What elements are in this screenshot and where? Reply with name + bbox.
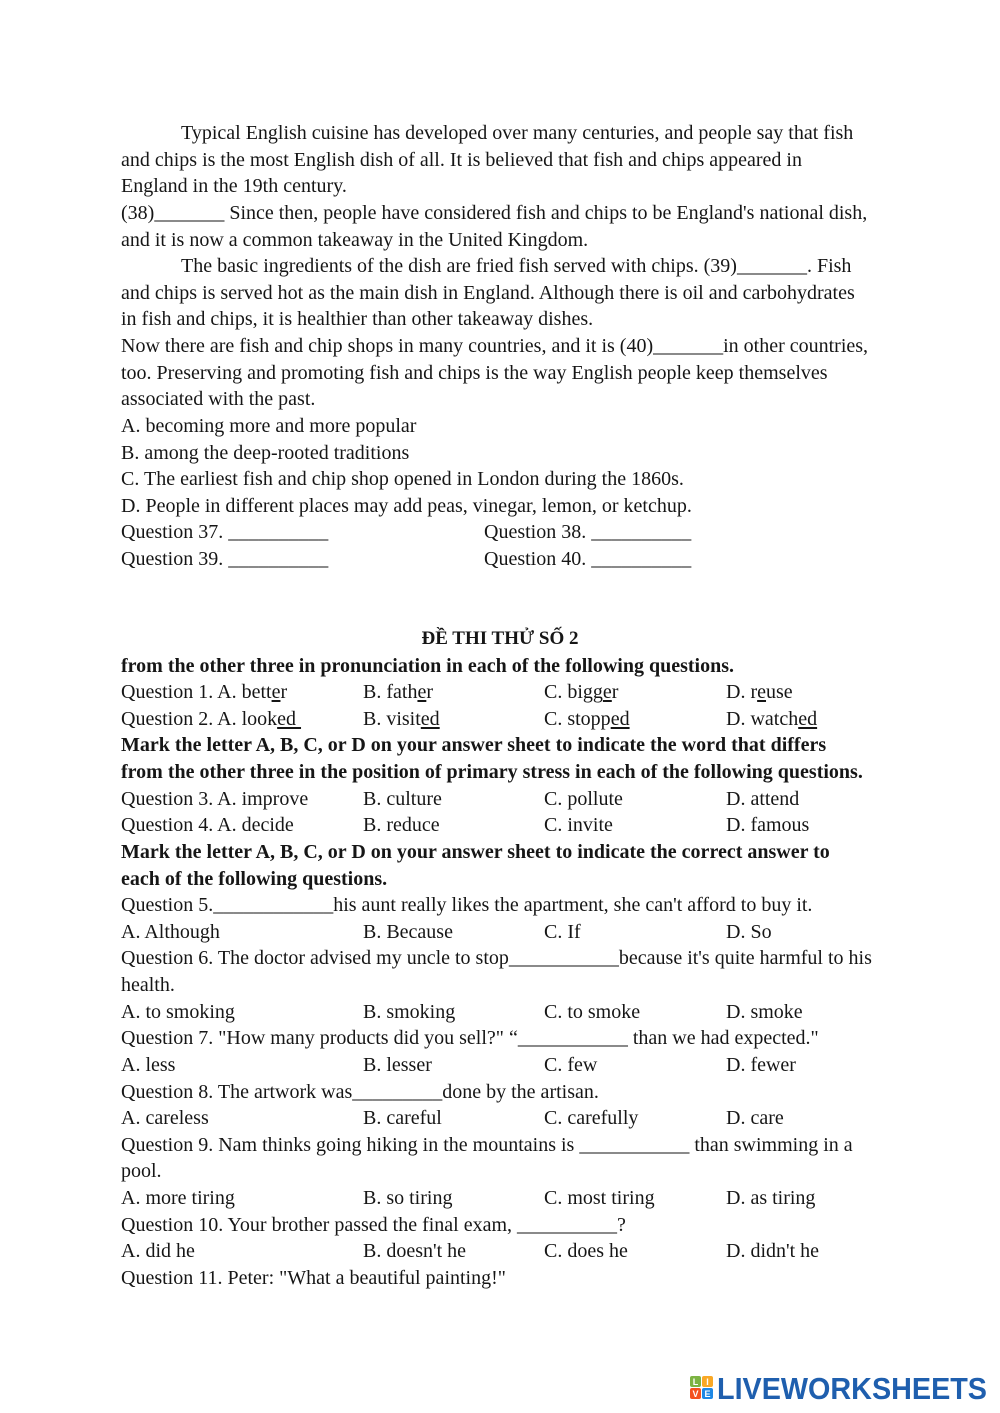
word-part: look <box>241 707 278 730</box>
option-b: B. so tiring <box>363 1187 453 1209</box>
reading-passage <box>121 120 879 573</box>
passage-option: A. becoming more and more popular <box>121 414 417 437</box>
option-d: D. care <box>726 1107 784 1130</box>
underlined-sound: e <box>271 681 281 704</box>
option-d: D. fewer <box>726 1053 796 1076</box>
worksheet-page <box>121 120 879 1292</box>
word-part: stopp <box>567 707 611 730</box>
passage-line: and it is now a common takeaway in the United Kingdom. <box>121 228 589 251</box>
question-stem: Question 11. Peter: "What a beautiful painting!" <box>121 1266 506 1289</box>
underlined-sound: ed <box>277 707 302 730</box>
option-b: B. lesser <box>363 1053 432 1076</box>
underlined-sound: e <box>417 681 427 704</box>
option-b: B. careful <box>363 1107 442 1130</box>
option-letter: B. <box>363 681 387 704</box>
answer-options <box>121 1185 879 1212</box>
logo-icon-letter: L <box>692 1377 699 1387</box>
option-a: A. did he <box>121 1240 195 1263</box>
option-d: D. as tiring <box>726 1187 816 1209</box>
question-row <box>121 679 879 706</box>
option-b: B. reduce <box>363 814 440 837</box>
passage-line: associated with the past. <box>121 388 316 411</box>
question-stem: Question 10. Your brother passed the final exam, __________? <box>121 1213 626 1236</box>
option-a: A. careless <box>121 1107 209 1130</box>
word-part: watch <box>750 707 799 730</box>
option-d: D. didn't he <box>726 1240 820 1263</box>
question-stem: Question 6. The doctor advised my uncle to stop___________because it's quite harmful to his <box>121 947 872 970</box>
question-stem: Question 7. "How many products did you sell?" “___________ than we had expected." <box>121 1027 819 1050</box>
option-b: B. culture <box>363 787 442 810</box>
option-b: B. doesn't he <box>363 1240 467 1263</box>
option-letter: B. <box>363 707 387 730</box>
option-a: A. Although <box>121 920 220 943</box>
underlined-sound: ed <box>610 707 630 730</box>
passage-option: C. The earliest fish and chip shop opened in London during the 1860s. <box>121 468 684 491</box>
option-text: A. decide <box>217 814 294 837</box>
passage-line: Now there are fish and chip shops in many countries, and it is (40)_______in other countries, <box>121 335 869 357</box>
question-stem: pool. <box>121 1160 162 1183</box>
passage-line: and chips is served hot as the main dish in England. Although there is oil and carbohydrates <box>121 281 855 304</box>
option-a <box>121 786 363 813</box>
option-letter: A. <box>217 681 242 704</box>
passage-line: (38)_______ Since then, people have considered fish and chips to be England's national dish, <box>121 201 868 224</box>
option-c: C. most tiring <box>544 1187 655 1209</box>
passage-line: The basic ingredients of the dish are fried fish served with chips. (39)_______. Fish <box>181 255 852 278</box>
option-a: A. less <box>121 1053 176 1076</box>
instruction-line: each of the following questions. <box>121 867 388 890</box>
passage-line: England in the 19th century. <box>121 175 347 198</box>
option-d: D. So <box>726 920 772 943</box>
answer-options <box>121 999 879 1026</box>
question-row <box>121 812 879 839</box>
word-part: bigg <box>567 681 603 704</box>
answer-slot: Question 37. __________ <box>121 521 329 544</box>
logo-icon <box>690 1376 713 1399</box>
answer-row <box>121 519 879 546</box>
underlined-sound: ed <box>798 707 818 730</box>
word-part: bett <box>241 681 272 704</box>
option-b: B. Because <box>363 920 453 943</box>
option-d: D. smoke <box>726 1000 803 1023</box>
word-part: r <box>426 681 433 704</box>
question-stem: Question 8. The artwork was_________done by the artisan. <box>121 1080 599 1103</box>
logo-icon-letter: E <box>704 1389 711 1399</box>
question-label: Question 3. <box>121 787 218 810</box>
option-letter: A. <box>217 707 242 730</box>
answer-slot: Question 39. __________ <box>121 548 329 570</box>
answer-options <box>121 919 879 946</box>
option-text: A. improve <box>217 787 309 810</box>
word-part: use <box>766 681 793 704</box>
question-label: Question 4. <box>121 814 218 837</box>
option-a <box>121 706 363 733</box>
option-letter: D. <box>726 681 751 704</box>
instruction-line: Mark the letter A, B, C, or D on your answer sheet to indicate the correct answer to <box>121 840 830 863</box>
instruction-line: from the other three in the position of primary stress in each of the following questions. <box>121 761 863 783</box>
answer-slot: Question 40. __________ <box>484 548 692 570</box>
answer-slot: Question 38. __________ <box>484 521 692 544</box>
question-stem: Question 5.____________his aunt really likes the apartment, she can't afford to buy it. <box>121 894 813 917</box>
option-b <box>363 706 544 733</box>
option-a: A. more tiring <box>121 1187 235 1209</box>
word-part: r <box>280 681 288 704</box>
option-c: C. to smoke <box>544 1000 641 1023</box>
option-c: C. invite <box>544 814 613 837</box>
option-a <box>121 812 363 839</box>
option-b: B. smoking <box>363 1000 456 1023</box>
option-letter: D. <box>726 707 751 730</box>
passage-line: too. Preserving and promoting fish and chips is the way English people keep themselves <box>121 361 828 384</box>
question-label: Question 1. <box>121 681 218 704</box>
question-stem: health. <box>121 974 175 996</box>
question-row <box>121 786 879 813</box>
option-c: C. If <box>544 920 581 943</box>
instruction-line: Mark the letter A, B, C, or D on your answer sheet to indicate the word that differs <box>121 734 827 757</box>
word-part: r <box>750 681 758 704</box>
underlined-sound: e <box>757 681 767 704</box>
passage-line: Typical English cuisine has developed over many centuries, and people say that fish <box>181 122 854 144</box>
question-stem: Question 9. Nam thinks going hiking in the mountains is ___________ than swimming in a <box>121 1133 853 1156</box>
option-c: C. does he <box>544 1240 628 1263</box>
word-part: visit <box>386 707 421 730</box>
option-d <box>726 679 879 706</box>
underlined-sound: e <box>602 681 612 704</box>
option-letter: C. <box>544 681 568 704</box>
word-part: r <box>611 681 619 704</box>
logo-icon-letter: I <box>706 1377 709 1387</box>
passage-option: B. among the deep-rooted traditions <box>121 441 410 464</box>
answer-options <box>121 1105 879 1132</box>
option-d: D. famous <box>726 814 810 837</box>
question-row <box>121 706 879 733</box>
word-part: fath <box>386 681 418 704</box>
option-c <box>544 706 726 733</box>
instruction-line: from the other three in pronunciation in each of the following questions. <box>121 654 734 677</box>
option-c: C. few <box>544 1053 598 1076</box>
passage-line: in fish and chips, it is healthier than other takeaway dishes. <box>121 308 594 331</box>
logo-icon-letter: V <box>692 1389 699 1399</box>
option-c: C. pollute <box>544 787 623 810</box>
passage-option: D. People in different places may add peas, vinegar, lemon, or ketchup. <box>121 494 692 517</box>
option-b <box>363 679 544 706</box>
option-c <box>544 679 726 706</box>
answer-row <box>121 546 879 573</box>
option-c: C. carefully <box>544 1107 639 1130</box>
test-title: ĐỀ THI THỬ SỐ 2 <box>421 627 579 649</box>
answer-options <box>121 1052 879 1079</box>
underlined-sound: ed <box>420 707 440 730</box>
liveworksheets-logo <box>688 1370 994 1404</box>
option-a <box>121 679 363 706</box>
option-a: A. to smoking <box>121 1000 235 1023</box>
passage-line: and chips is the most English dish of all. It is believed that fish and chips appeared in <box>121 148 802 171</box>
question-label: Question 2. <box>121 707 218 730</box>
logo-text: LIVEWORKSHEETS <box>717 1371 987 1404</box>
option-d <box>726 706 879 733</box>
option-letter: C. <box>544 707 568 730</box>
option-d: D. attend <box>726 787 800 810</box>
answer-options <box>121 1238 879 1265</box>
